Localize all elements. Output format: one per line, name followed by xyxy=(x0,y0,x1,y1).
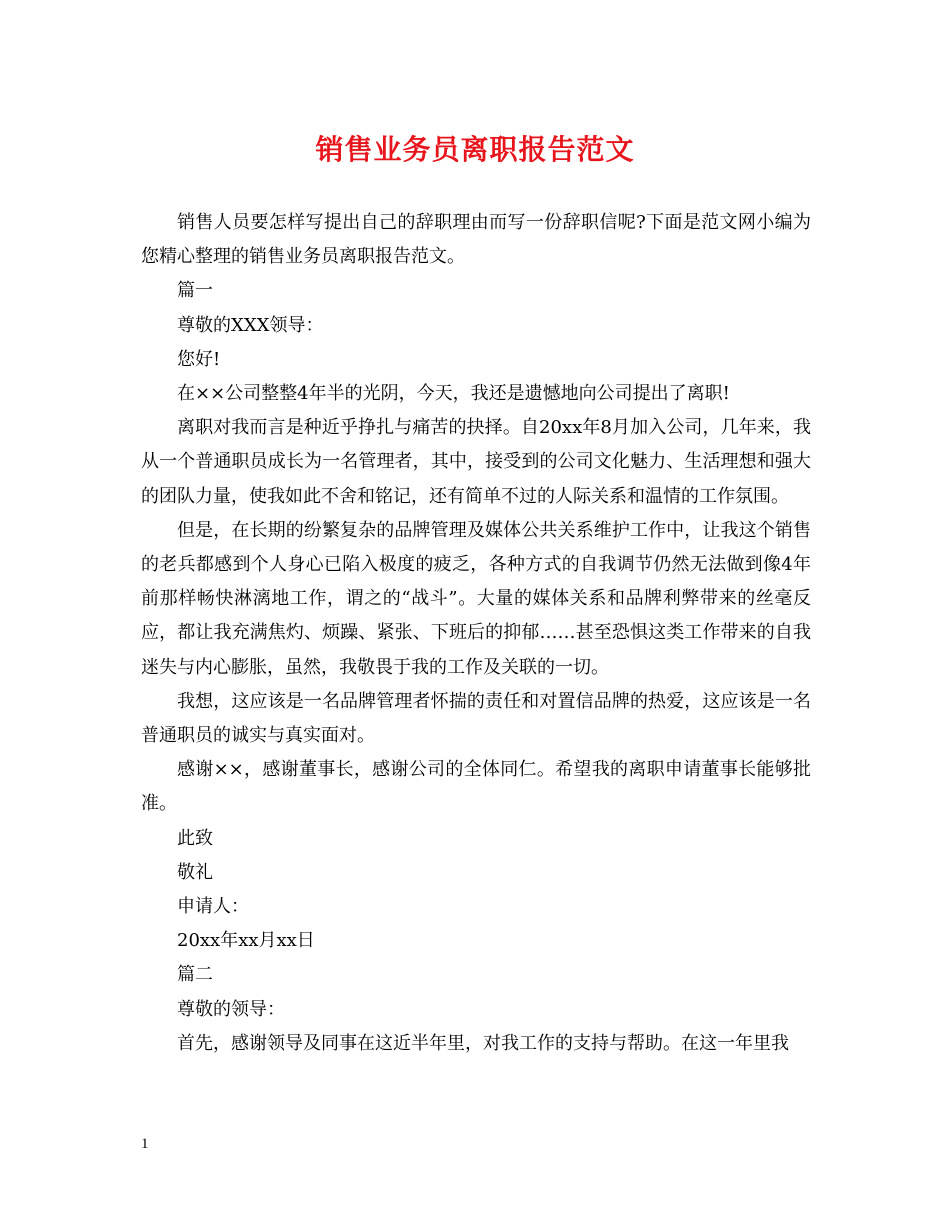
paragraph-closing: 此致 xyxy=(177,827,213,849)
paragraph-thanks: 感谢××，感谢董事长，感谢公司的全体同仁。希望我的离职申请董事长能够批准。 xyxy=(141,759,811,815)
paragraph-body-2: 首先，感谢领导及同事在这近半年里，对我工作的支持与帮助。在这一年里我 xyxy=(177,1032,789,1054)
document-body xyxy=(141,206,811,1061)
paragraph-section-heading-1: 篇一 xyxy=(177,280,213,302)
paragraph-body: 我想，这应该是一名品牌管理者怀揣的责任和对置信品牌的热爱，这应该是一名普通职员的诚实与真实面对。 xyxy=(141,690,811,747)
document-title: 销售业务员离职报告范文 xyxy=(315,133,635,166)
paragraph-section-heading-2: 篇二 xyxy=(177,964,213,986)
page-number: 1 xyxy=(141,1136,149,1152)
paragraph-date: 20xx年xx月xx日 xyxy=(177,930,315,952)
paragraph-regards: 敬礼 xyxy=(177,861,213,883)
paragraph-body: 但是，在长期的纷繁复杂的品牌管理及媒体公共关系维护工作中，让我这个销售的老兵都感到个人身心已陷入极度的疲乏，各种方式的自我调节仍然无法做到像4年前那样畅快淋漓地工作，谓之的“战斗”。大量的媒体关系和品牌利弊带来的丝毫反应，都让我充满焦灼、烦躁、紧张、下班后的抑郁……甚至恐惧这类工作带来的自我迷失与内心膨胀，虽然，我敬畏于我的工作及关联的一切。 xyxy=(141,519,811,678)
paragraph-applicant: 申请人： xyxy=(177,896,249,918)
paragraph-salutation-2: 尊敬的领导： xyxy=(177,998,285,1020)
paragraph-greeting: 您好! xyxy=(177,348,221,370)
paragraph-body: 离职对我而言是种近乎挣扎与痛苦的抉择。自20xx年8月加入公司，几年来，我从一个普通职员成长为一名管理者，其中，接受到的公司文化魅力、生活理想和强大的团队力量，使我如此不舍和铭记，还有简单不过的人际关系和温情的工作氛围。 xyxy=(141,417,811,507)
paragraph-intro: 销售人员要怎样写提出自己的辞职理由而写一份辞职信呢?下面是范文网小编为您精心整理的销售业务员离职报告范文。 xyxy=(141,212,811,268)
paragraph-salutation: 尊敬的XXX领导： xyxy=(177,314,324,336)
paragraph-opening: 在××公司整整4年半的光阴，今天，我还是遗憾地向公司提出了离职! xyxy=(177,383,730,405)
